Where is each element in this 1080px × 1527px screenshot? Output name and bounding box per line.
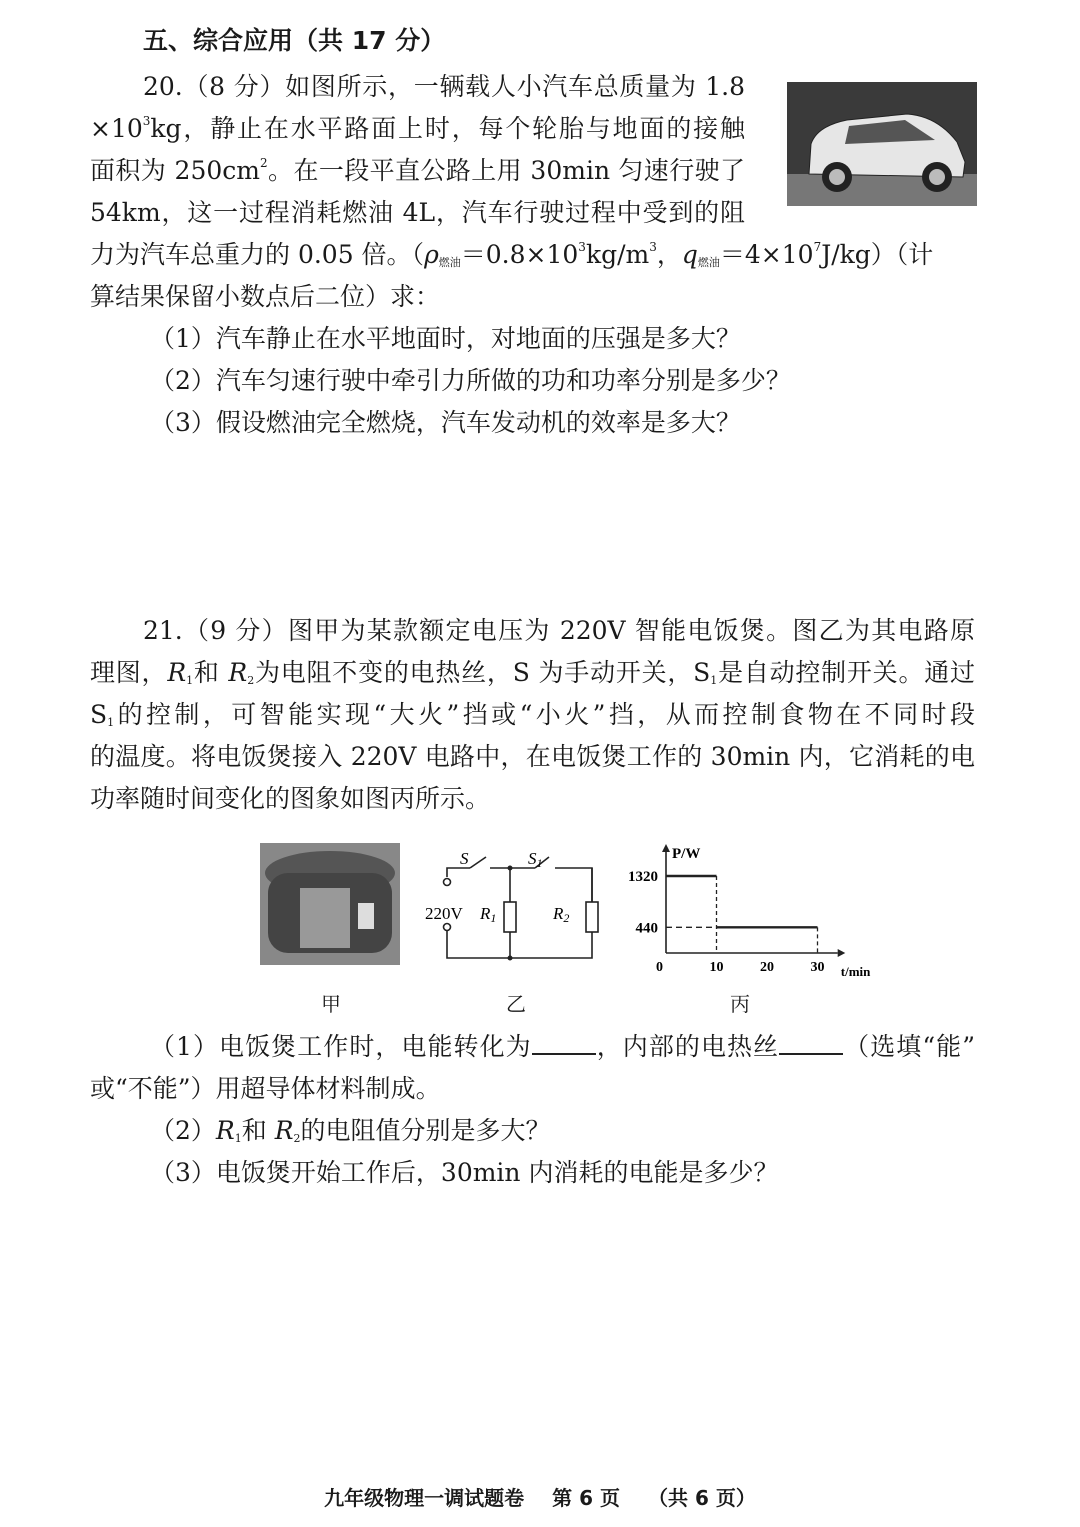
q21-line: 21.（9 分）图甲为某款额定电压为 220V 智能电饭煲。图乙为其电路原 <box>143 616 975 645</box>
q21-line: 功率随时间变化的图象如图丙所示。 <box>90 784 491 813</box>
q21-subquestion-2: $(2)R_1$和 $R_2$的电阻值分别是多大？ <box>150 1116 551 1145</box>
switch-s1-label: S1 <box>528 849 543 870</box>
figure-caption-yi: 乙 <box>506 992 526 1016</box>
q20-line: 算结果保留小数点后二位）求： <box>90 282 441 311</box>
r2-label: R2 <box>553 904 570 925</box>
q21-subquestion-1-cont: 或“不能”）用超导体材料制成。 <box>90 1074 441 1103</box>
q20-line: $\times 10^3kg$，静止在水平路面上时，每个轮胎与地面的接触 <box>90 114 745 143</box>
q20-line: 20.（8 分）如图所示，一辆载人小汽车总质量为 1.8 <box>143 72 745 101</box>
page-footer: 九年级物理一调试题卷 第 6 页 （共 6 页） <box>324 1486 756 1510</box>
y-axis-label: P/W <box>672 846 701 862</box>
section-heading: 五、综合应用（共 17 分） <box>143 26 446 55</box>
q20-subquestion-2: （2）汽车匀速行驶中牵引力所做的功和功率分别是多少？ <box>150 366 791 395</box>
q21-subquestion-1: （1）电饭煲工作时，电能转化为 ，内部的电热丝 （选填“能” <box>150 1032 975 1061</box>
answer-blank[interactable] <box>532 1031 596 1055</box>
rice-cooker-photo <box>260 843 400 965</box>
q21-line: 的温度。将电饭煲接入 220V 电路中，在电饭煲工作的 30min 内，它消耗的电 <box>90 742 975 771</box>
y-tick-label: 440 <box>635 920 658 937</box>
answer-blank[interactable] <box>779 1031 843 1055</box>
x-axis-arrow <box>838 949 846 957</box>
q20-subquestion-1: （1）汽车静止在水平地面时，对地面的压强是多大？ <box>150 324 741 353</box>
q21-line: $S_1$的控制，可智能实现“大火”挡或“小火”挡，从而控制食物在不同时段 <box>90 700 975 729</box>
q20-line: 力为汽车总重力的 0.05 倍。（$\rho_{燃油}=0.8\times 10^3kg/m^3$，$q_{燃油}=4\times 10^7J/kg$）（计 <box>90 240 934 269</box>
power-time-chart <box>610 840 880 980</box>
q20-subquestion-3: （3）假设燃油完全燃烧，汽车发动机的效率是多大？ <box>150 408 741 437</box>
x-tick-label: 30 <box>810 960 825 975</box>
figure-caption-bing: 丙 <box>730 992 750 1016</box>
q21-subquestion-3: （3）电饭煲开始工作后，30min 内消耗的电能是多少？ <box>150 1158 779 1187</box>
q20-line: 54km，这一过程消耗燃油 4L，汽车行驶过程中受到的阻 <box>90 198 745 227</box>
x-tick-label: 10 <box>709 960 724 975</box>
x-tick-label: 0 <box>656 960 663 975</box>
y-tick-label: 1320 <box>628 869 658 885</box>
switch-s-label: S <box>460 849 469 868</box>
circuit-diagram <box>420 840 600 965</box>
x-tick-label: 20 <box>760 960 774 975</box>
r1-label: R1 <box>480 904 497 925</box>
voltage-label: 220V <box>425 904 463 923</box>
figure-caption-jia: 甲 <box>321 992 341 1016</box>
car-photo <box>787 82 977 206</box>
y-axis-arrow <box>662 844 670 852</box>
x-axis-label: t/min <box>840 964 871 979</box>
q21-line: 理图，$R_1$和 $R_2$为电阻不变的电热丝，S 为手动开关，$S_1$是自动控制开关。通过 <box>90 658 975 687</box>
q20-line: 面积为 $250cm^2$。在一段平直公路上用 30min 匀速行驶了 <box>90 156 746 185</box>
